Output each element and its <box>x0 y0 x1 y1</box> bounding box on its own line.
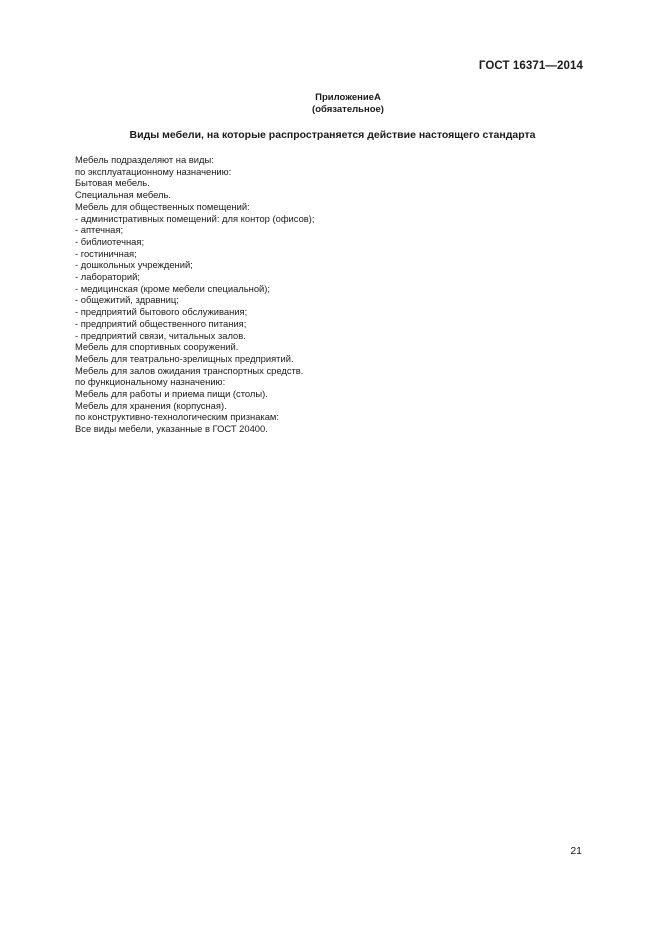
list-item: - библиотечная; <box>75 235 145 247</box>
list-item: Бытовая мебель. <box>75 177 150 189</box>
list-item: Мебель для спортивных сооружений. <box>75 341 239 353</box>
annex-status: (обязательное) <box>312 104 384 115</box>
list-item: по функциональному назначению: <box>75 376 226 388</box>
list-item: - дошкольных учреждений; <box>75 259 193 271</box>
list-item: - предприятий связи, читальных залов. <box>75 329 246 341</box>
list-item: Мебель для хранения (корпусная). <box>75 399 227 411</box>
section-heading: Виды мебели, на которые распространяется действие настоящего стандарта <box>129 129 536 141</box>
annex-title-block <box>0 92 661 116</box>
page-number: 21 <box>570 845 582 857</box>
document-code: ГОСТ 16371—2014 <box>478 60 583 72</box>
list-item: Мебель для работы и приема пищи (столы). <box>75 388 268 400</box>
furniture-types-list <box>75 154 315 435</box>
list-item: Специальная мебель. <box>75 189 171 201</box>
list-item: Мебель для театрально-зрелищных предприятий. <box>75 352 294 364</box>
list-item: по эксплуатационному назначению: <box>75 165 232 177</box>
list-item: - общежитий, здравниц; <box>75 294 179 306</box>
list-item: - медицинская (кроме мебели специальной); <box>75 282 271 294</box>
list-item: - административных помещений: для контор (офисов); <box>75 212 315 224</box>
annex-title: ПриложениеА <box>315 92 381 103</box>
list-item: - лабораторий; <box>75 271 140 283</box>
list-item: - гостиничная; <box>75 247 137 259</box>
list-item: Мебель для общественных помещений: <box>75 200 250 212</box>
list-item: Мебель для залов ожидания транспортных средств. <box>75 364 304 376</box>
list-item: - предприятий общественного питания; <box>75 317 247 329</box>
list-item: по конструктивно-технологическим признакам: <box>75 411 279 423</box>
list-item: Мебель подразделяют на виды: <box>75 154 214 165</box>
list-item: - предприятий бытового обслуживания; <box>75 306 248 318</box>
list-item: - аптечная; <box>75 224 124 236</box>
list-item: Все виды мебели, указанные в ГОСТ 20400. <box>75 423 268 435</box>
